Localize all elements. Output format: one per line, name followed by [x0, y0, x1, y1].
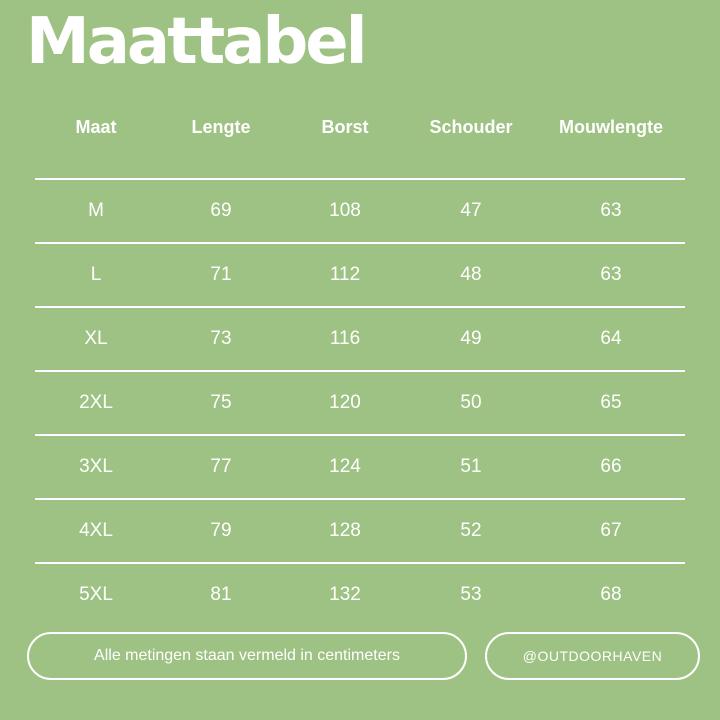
- table-cell-borst: 116: [329, 328, 361, 349]
- table-cell-schouder: 49: [460, 328, 482, 349]
- table-row: [35, 244, 685, 306]
- table-cell-borst: 120: [329, 392, 361, 413]
- table-row: [35, 564, 685, 626]
- social-handle: [485, 632, 700, 680]
- column-header-schouder: Schouder: [429, 117, 513, 137]
- social-handle-text: @OUTDOORHAVEN: [522, 648, 663, 664]
- table-cell-borst: 128: [329, 520, 361, 541]
- table-header-row: [35, 98, 685, 178]
- table-cell-lengte: 75: [210, 392, 232, 413]
- table-cell-lengte: 77: [210, 456, 232, 477]
- table-cell-borst: 124: [329, 456, 361, 477]
- table-row: [35, 372, 685, 434]
- table-cell-lengte: 81: [210, 584, 232, 605]
- table-cell-schouder: 47: [460, 200, 482, 221]
- table-cell-mouwlengte: 64: [600, 328, 622, 349]
- page-title: Maattabel: [26, 5, 365, 79]
- table-cell-maat: 3XL: [79, 456, 113, 477]
- table-cell-maat: 5XL: [79, 584, 113, 605]
- column-header-borst: Borst: [321, 117, 369, 137]
- table-cell-lengte: 71: [210, 264, 232, 285]
- table-cell-borst: 132: [329, 584, 361, 605]
- table-cell-mouwlengte: 63: [600, 200, 622, 221]
- table-cell-mouwlengte: 68: [600, 584, 622, 605]
- table-row: [35, 180, 685, 242]
- table-cell-maat: XL: [84, 328, 108, 349]
- measurement-note-text: Alle metingen staan vermeld in centimeters: [94, 647, 400, 664]
- table-cell-schouder: 52: [460, 520, 482, 541]
- column-header-mouwlengte: Mouwlengte: [559, 117, 663, 137]
- table-row: [35, 436, 685, 498]
- table-cell-mouwlengte: 67: [600, 520, 622, 541]
- column-header-maat: Maat: [75, 117, 117, 137]
- table-cell-borst: 108: [329, 200, 361, 221]
- table-row: [35, 308, 685, 370]
- size-table: [35, 98, 685, 626]
- table-cell-maat: L: [90, 264, 102, 285]
- table-cell-schouder: 48: [460, 264, 482, 285]
- table-row: [35, 500, 685, 562]
- table-cell-schouder: 50: [460, 392, 482, 413]
- table-cell-maat: 2XL: [79, 392, 113, 413]
- table-cell-borst: 112: [329, 264, 361, 285]
- table-cell-maat: 4XL: [79, 520, 113, 541]
- table-cell-mouwlengte: 65: [600, 392, 622, 413]
- table-cell-maat: M: [88, 200, 104, 221]
- table-cell-lengte: 73: [210, 328, 232, 349]
- table-cell-mouwlengte: 66: [600, 456, 622, 477]
- column-header-lengte: Lengte: [191, 117, 251, 137]
- table-cell-lengte: 69: [210, 200, 232, 221]
- table-cell-schouder: 53: [460, 584, 482, 605]
- table-cell-lengte: 79: [210, 520, 232, 541]
- measurement-note: [27, 632, 467, 680]
- table-cell-schouder: 51: [460, 456, 482, 477]
- table-cell-mouwlengte: 63: [600, 264, 622, 285]
